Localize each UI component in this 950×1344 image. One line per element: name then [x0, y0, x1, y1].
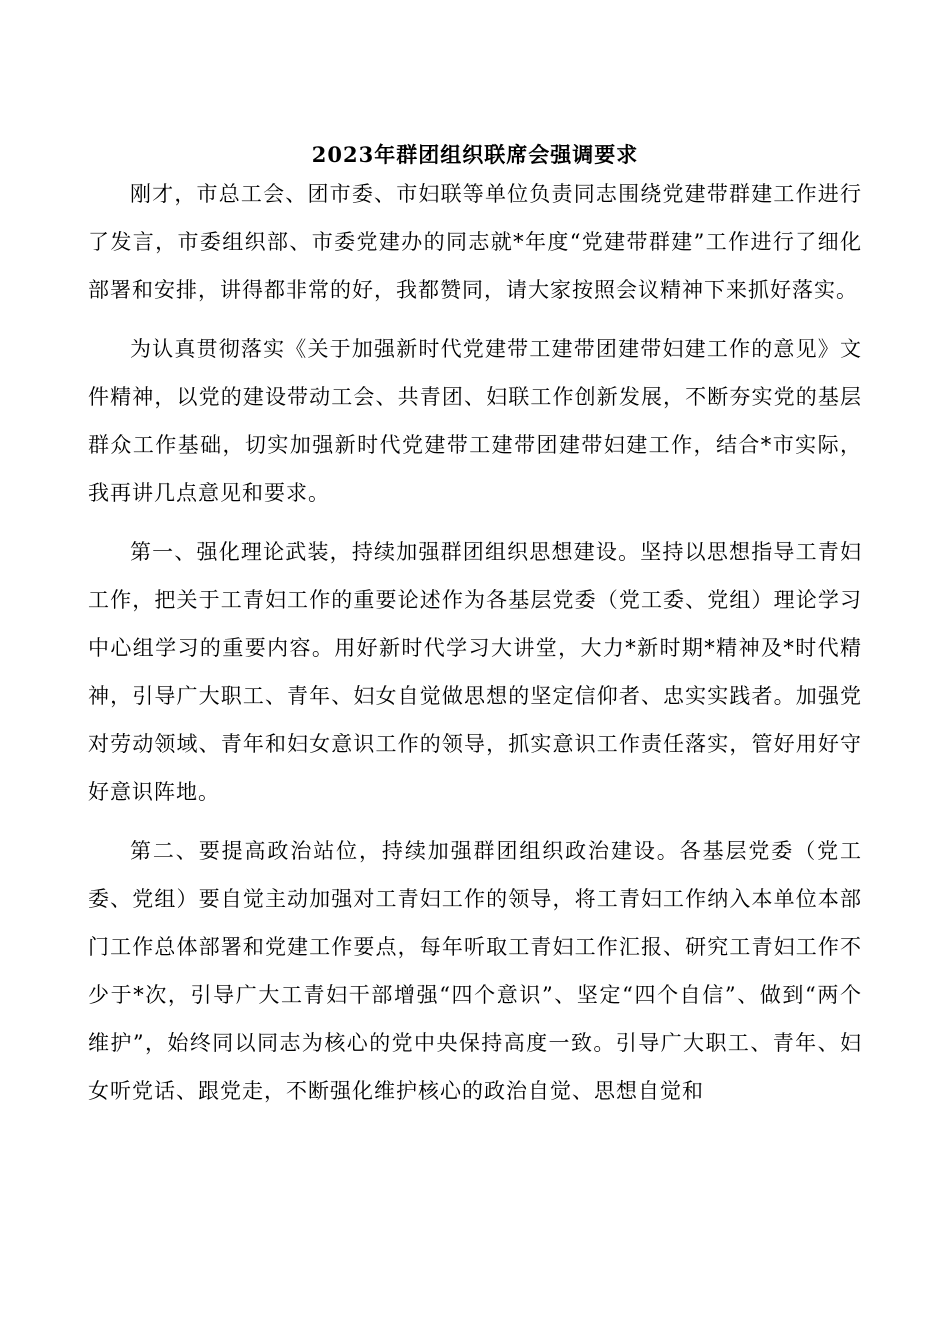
paragraph-2: 为认真贯彻落实《关于加强新时代党建带工建带团建带妇建工作的意见》文件精神，以党的建设带动工会、共青团、妇联工作创新发展，不断夯实党的基层群众工作基础，切实加强新时代党建带工建带团建带妇建工作，结合*市实际，我再讲几点意见和要求。 — [88, 337, 862, 505]
document-title: 2023年群团组织联席会强调要求 — [311, 142, 639, 167]
paragraph-4: 第二、要提高政治站位，持续加强群团组织政治建设。各基层党委（党工委、党组）要自觉主动加强对工青妇工作的领导，将工青妇工作纳入本单位本部门工作总体部署和党建工作要点，每年听取工青妇工作汇报、研究工青妇工作不少于*次，引导广大工青妇干部增强“四个意识”、坚定“四个自信”、做到“两个维护”，始终同以同志为核心的党中央保持高度一致。引导广大职工、青年、妇女听党话、跟党走，不断强化维护核心的政治自觉、思想自觉和 — [88, 839, 862, 1103]
paragraph-1: 刚才，市总工会、团市委、市妇联等单位负责同志围绕党建带群建工作进行了发言，市委组织部、市委党建办的同志就*年度“党建带群建”工作进行了细化部署和安排，讲得都非常的好，我都赞同，请大家按照会议精神下来抓好落实。 — [88, 182, 862, 302]
document-body — [88, 170, 862, 1126]
paragraph-3: 第一、强化理论武装，持续加强群团组织思想建设。坚持以思想指导工青妇工作，把关于工青妇工作的重要论述作为各基层党委（党工委、党组）理论学习中心组学习的重要内容。用好新时代学习大讲堂，大力*新时期*精神及*时代精神，引导广大职工、青年、妇女自觉做思想的坚定信仰者、忠实实践者。加强党对劳动领域、青年和妇女意识工作的领导，抓实意识工作责任落实，管好用好守好意识阵地。 — [88, 540, 862, 804]
